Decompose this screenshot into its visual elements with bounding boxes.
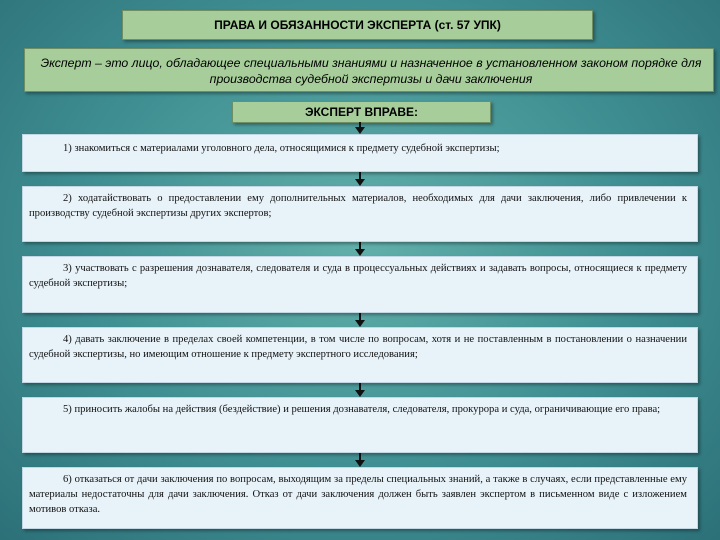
expert-definition (24, 48, 714, 92)
arrow-down-icon (355, 172, 365, 186)
page-title (122, 10, 593, 40)
arrow-down-icon (355, 383, 365, 397)
list-item (22, 397, 698, 453)
list-item (22, 467, 698, 529)
list-item (22, 327, 698, 383)
list-item (22, 256, 698, 313)
item-text: 1) знакомиться с материалами уголовного дела, относящимися к предмету судебной экспертизы; (63, 143, 500, 154)
arrow-down-icon (355, 122, 365, 134)
arrow-down-icon (355, 242, 365, 256)
list-item (22, 186, 698, 242)
title-text: ПРАВА И ОБЯЗАННОСТИ ЭКСПЕРТА (ст. 57 УПК) (214, 18, 501, 32)
item-text: 5) приносить жалобы на действия (бездействие) и решения дознавателя, следователя, прокурора и суда, ограничивающие его права; (63, 404, 661, 415)
item-text: 3) участвовать с разрешения дознавателя, следователя и суда в процессуальных действиях и задавать вопросы, относящиеся к предмету судебной экспертизы; (29, 263, 687, 289)
rights-heading (232, 101, 491, 123)
definition-text: Эксперт – это лицо, обладающее специальными знаниями и назначенное в установленном законом порядке для производства судебной экспертизы и дачи заключения (40, 56, 702, 86)
list-item (22, 134, 698, 172)
item-text: 6) отказаться от дачи заключения по вопросам, выходящим за пределы специальных знаний, а также в случаях, если представленные ему материалы недостаточны для дачи заключения. Отказ от дачи заключения должен быть заявлен экспертом в письменном виде с изложением мотивов отказа. (29, 474, 687, 515)
item-text: 4) давать заключение в пределах своей компетенции, в том числе по вопросам, хотя и не поставленным в постановлении о назначении судебной экспертизы, но имеющим отношение к предмету экспертного исследования; (29, 334, 687, 360)
arrow-down-icon (355, 313, 365, 327)
item-text: 2) ходатайствовать о предоставлении ему дополнительных материалов, необходимых для дачи заключения, либо привлечении к производству судебной экспертизы других экспертов; (29, 193, 687, 219)
arrow-down-icon (355, 453, 365, 467)
rights-heading-text: ЭКСПЕРТ ВПРАВЕ: (304, 105, 419, 119)
